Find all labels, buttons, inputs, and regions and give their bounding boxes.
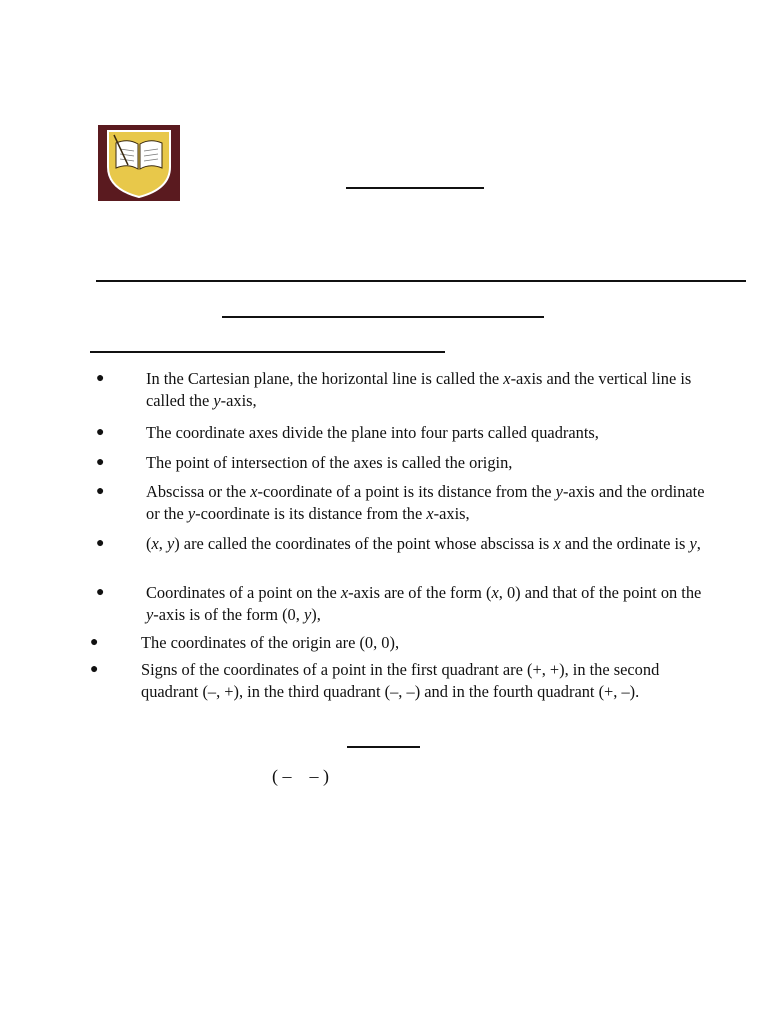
- bullet-icon: ●: [96, 585, 105, 600]
- bullet-icon: ●: [96, 484, 105, 499]
- list-item-text: (x, y) are called the coordinates of the point whose abscissa is x and the ordinate is y,: [146, 534, 701, 553]
- crest-icon: [98, 125, 180, 201]
- section-heading-underline: [90, 351, 445, 353]
- list-item-text: In the Cartesian plane, the horizontal line is called the x-axis and the vertical line is called the y-axis,: [146, 369, 692, 410]
- title-underline: [346, 187, 484, 189]
- list-item-text: Signs of the coordinates of a point in the first quadrant are (+, +), in the second quadrant (–, +), in the third quadrant (–, –) and in the fourth quadrant (+, –).: [141, 660, 660, 701]
- bullet-icon: ●: [96, 455, 105, 470]
- list-item-text: The point of intersection of the axes is called the origin,: [146, 453, 513, 472]
- bullet-icon: ●: [90, 662, 99, 677]
- school-logo: [98, 125, 180, 201]
- list-item-text: The coordinates of the origin are (0, 0),: [141, 633, 400, 652]
- subtitle-underline: [222, 316, 544, 318]
- bullet-icon: ●: [96, 425, 105, 440]
- bullet-icon: ●: [96, 536, 105, 551]
- lower-heading-underline: [347, 746, 420, 748]
- bullet-icon: ●: [96, 371, 105, 386]
- list-item-text: Coordinates of a point on the x-axis are of the form (x, 0) and that of the point on the y-axis is of the form (0, y),: [146, 583, 702, 624]
- bullet-icon: ●: [90, 635, 99, 650]
- sign-fragment: ( – – ): [272, 766, 329, 786]
- full-width-rule: [96, 280, 746, 282]
- list-item-text: Abscissa or the x-coordinate of a point is its distance from the y-axis and the ordinate or the y-coordinate is its distance from the x-axis,: [146, 482, 705, 523]
- list-item-text: The coordinate axes divide the plane into four parts called quadrants,: [146, 423, 599, 442]
